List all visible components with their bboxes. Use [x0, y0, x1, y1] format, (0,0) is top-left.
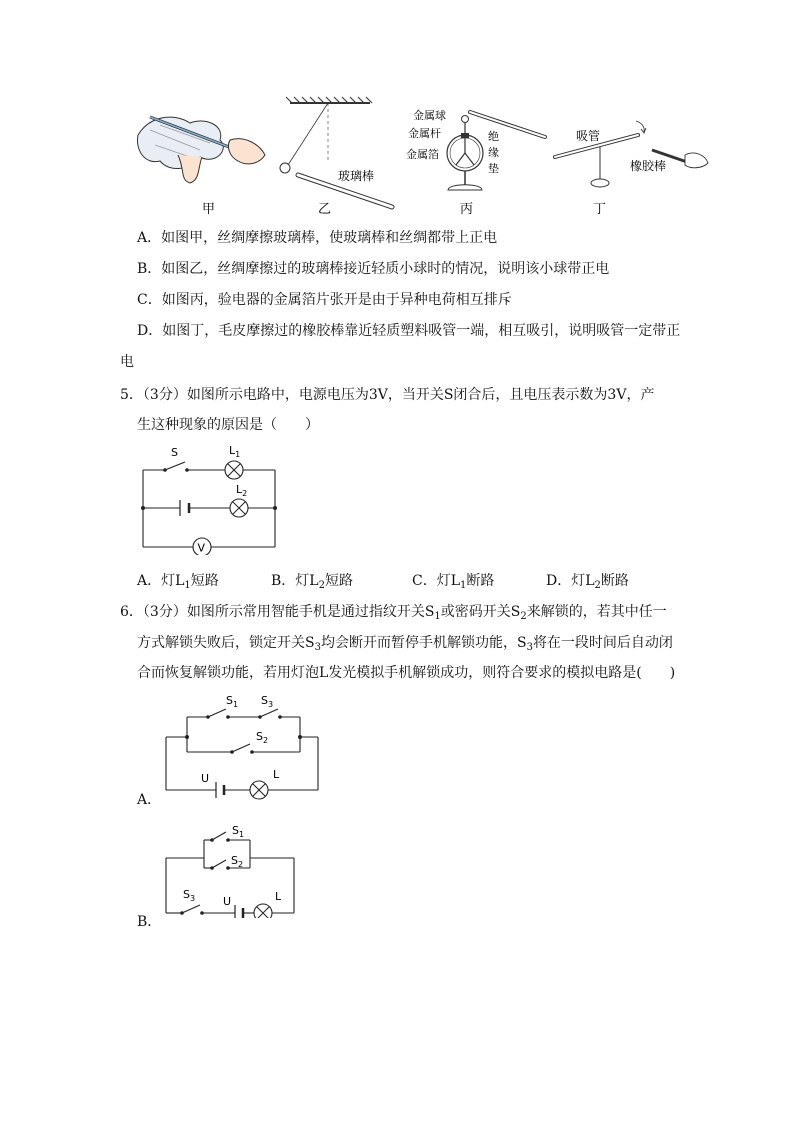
q6-b-s3-label: $S_3$ — [183, 888, 196, 903]
q4-option-d-line2: 电 — [120, 354, 134, 370]
q6-b-s2-label: $S_2$ — [231, 854, 244, 869]
q6-stem-line3: 合而恢复解锁功能，若用灯泡L发光模拟手机解锁成功，则符合要求的模拟电路是( ) — [137, 665, 676, 681]
label-insulator-3: 垫 — [488, 162, 499, 175]
caption-jia: 甲 — [202, 202, 216, 217]
q6-a-lamp — [250, 781, 268, 799]
q5-switch-label: S — [171, 446, 178, 459]
figure-jia-silk-rubbing — [137, 117, 265, 183]
q4-option-b: B．如图乙，丝绸摩擦过的玻璃棒接近轻质小球时的情况，说明该小球带正电 — [137, 261, 610, 277]
q5-circuit-diagram — [135, 440, 285, 555]
label-rubber-rod: 橡胶棒 — [630, 159, 667, 173]
q4-option-d-line1: D．如图丁，毛皮摩擦过的橡胶棒靠近轻质塑料吸管一端，相互吸引，说明吸管一定带正 — [137, 323, 681, 339]
q6-option-a-label: A． — [137, 792, 162, 808]
q6-b-u-label: U — [223, 895, 232, 908]
q6-stem-line1: 6．（3分）如图所示常用智能手机是通过指纹开关$S_1$或密码开关$S_2$来解锁的，若其中任一 — [120, 604, 667, 622]
q6-a-l-label: L — [273, 768, 280, 781]
q6-a-s2-label: $S_2$ — [256, 730, 269, 745]
label-metal-ball: 金属球 — [413, 109, 446, 122]
q6-stem-line2: 方式解锁失败后，锁定开关$S_3$均会断开而暂停手机解锁功能，$S_3$将在一段时间后自动闭 — [137, 635, 673, 653]
caption-yi: 乙 — [318, 202, 332, 217]
question-4-figure — [130, 95, 720, 220]
label-metal-rod: 金属杆 — [408, 127, 441, 140]
q5-lamp-l2 — [230, 499, 248, 517]
q5-stem-line1: 5．（3分）如图所示电路中，电源电压为3V，当开关S闭合后，且电压表示数为3V，产 — [120, 387, 655, 403]
q5-option-b: B．灯$L_2$短路 — [271, 573, 353, 591]
label-glass-rod: 玻璃棒 — [338, 169, 375, 183]
figure-yi-pendulum — [280, 97, 392, 207]
q6-option-b-label: B． — [137, 914, 162, 930]
q5-lamp-l1 — [225, 461, 243, 479]
q6-a-s1-label: $S_1$ — [226, 694, 239, 709]
q6-a-s3-label: $S_3$ — [261, 694, 274, 709]
q6-b-s1-label: $S_1$ — [232, 824, 245, 839]
q4-option-a: A．如图甲，丝绸摩擦玻璃棒，使玻璃棒和丝绸都带上正电 — [137, 230, 498, 246]
q6-circuit-a — [160, 690, 325, 800]
q6-b-lamp — [254, 904, 272, 918]
q5-l2-label: $L_2$ — [236, 483, 248, 498]
q5-l1-label: $L_1$ — [229, 444, 241, 459]
q5-stem-line2: 生这种现象的原因是（ ） — [137, 417, 319, 433]
label-metal-foil: 金属箔 — [406, 148, 439, 161]
label-insulator-2: 缘 — [488, 146, 499, 159]
q6-a-u-label: U — [201, 772, 210, 785]
q5-voltmeter-label: V — [197, 541, 206, 555]
q6-circuit-b — [160, 818, 300, 918]
caption-bing: 丙 — [460, 202, 474, 217]
q4-option-c: C．如图丙，验电器的金属箔片张开是由于异种电荷相互排斥 — [137, 292, 512, 308]
label-straw: 吸管 — [576, 129, 601, 143]
q5-option-d: D．灯$L_2$断路 — [546, 573, 629, 591]
q6-b-l-label: L — [275, 890, 282, 903]
q5-option-c: C．灯$L_1$断路 — [412, 573, 495, 591]
caption-ding: 丁 — [593, 202, 607, 217]
q5-option-a: A．灯$L_1$短路 — [137, 573, 219, 591]
label-insulator-1: 绝 — [488, 130, 499, 143]
